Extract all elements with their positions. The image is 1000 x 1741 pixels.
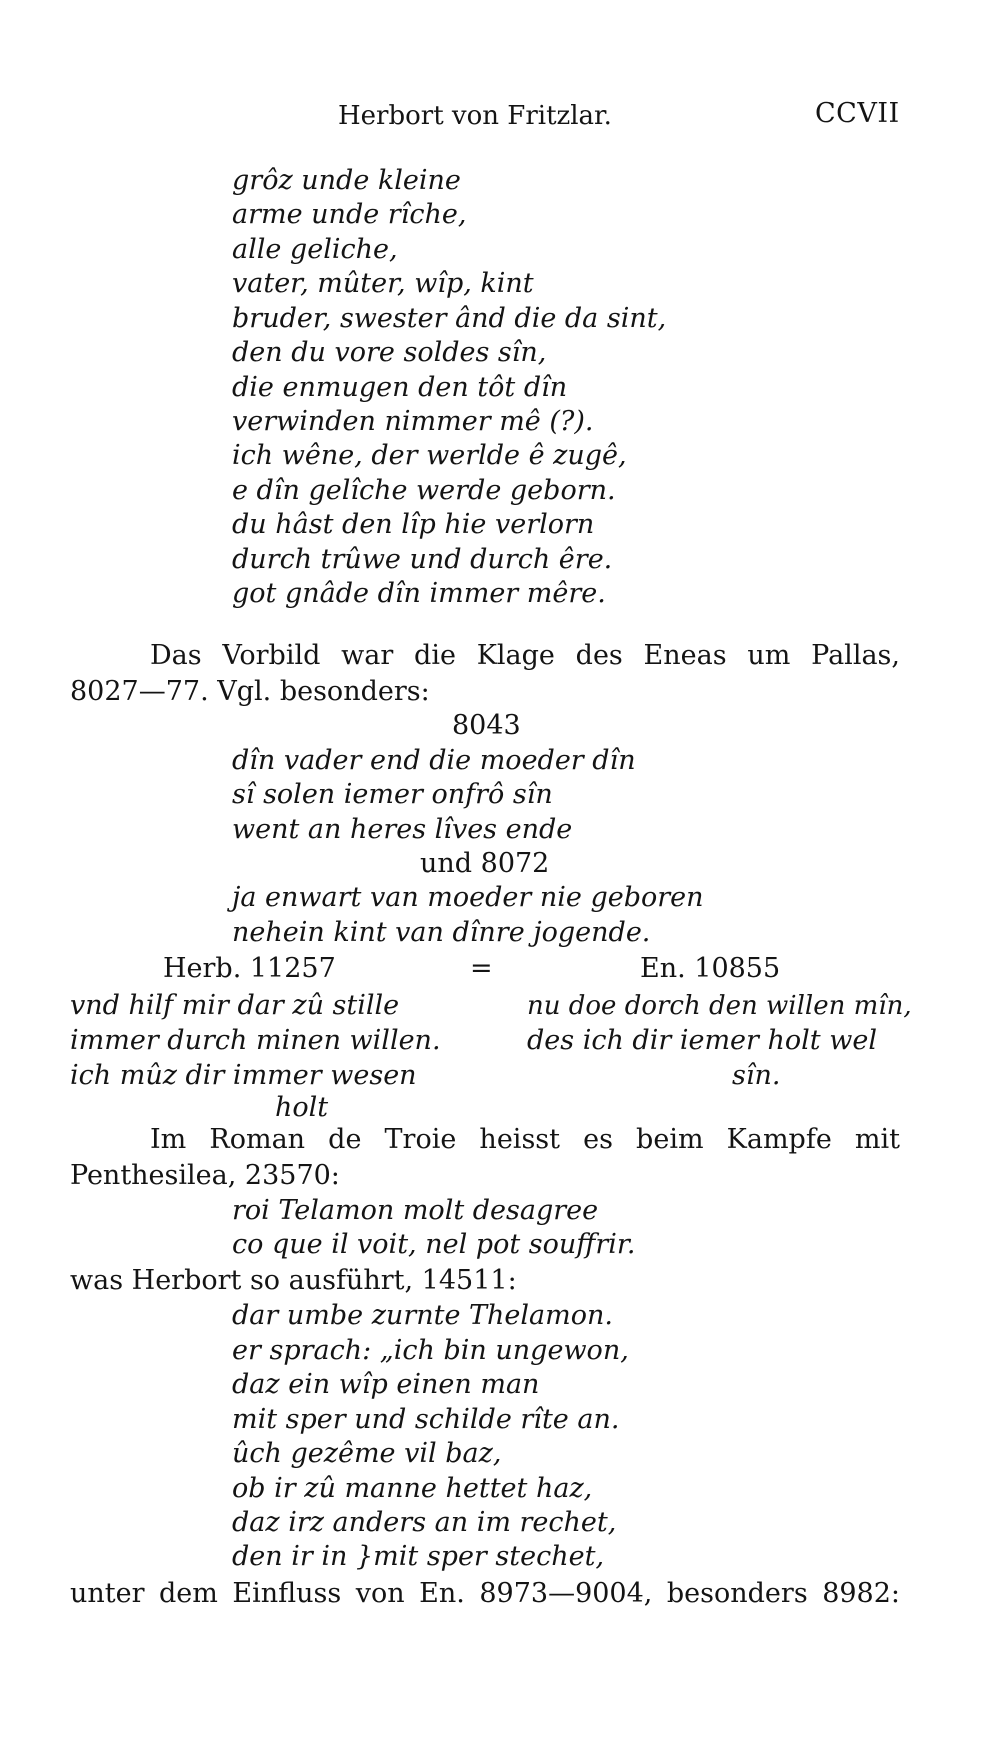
verse-line: went an heres lîves ende <box>232 814 573 845</box>
verse-line: durch trûwe und durch êre. <box>232 544 613 575</box>
prose-line: Das Vorbild war die Klage des Eneas um Pallas, <box>150 640 900 671</box>
verse-line: alle geliche, <box>232 234 398 265</box>
verse-line: dar umbe zurnte Thelamon. <box>232 1300 613 1331</box>
verse-line: e dîn gelîche werde geborn. <box>232 475 616 506</box>
comparison-right-head: En. 10855 <box>640 953 781 984</box>
running-title: Herbort von Fritzlar. <box>338 101 612 131</box>
verse-line: ja enwart van moeder nie geboren <box>232 882 704 913</box>
prose-line: Penthesilea, 23570: <box>70 1160 340 1191</box>
comparison-right-line: nu doe dorch den willen mîn, <box>527 991 912 1021</box>
verse-line: roi Telamon molt desagree <box>232 1195 599 1226</box>
verse-line: daz ein wîp einen man <box>232 1369 540 1400</box>
verse-line: ich wêne, der werlde ê zugê, <box>232 440 627 471</box>
comparison-right-line: des ich dir iemer holt wel <box>527 1025 877 1056</box>
prose-line: 8027—77. Vgl. besonders: <box>70 676 430 707</box>
verse-line: nehein kint van dînre jogende. <box>232 917 651 948</box>
comparison-left-head: Herb. 11257 <box>163 953 336 984</box>
prose-line: was Herbort so ausführt, 14511: <box>70 1265 517 1296</box>
verse-line: dîn vader end die moeder dîn <box>232 745 636 776</box>
verse-line: co que il voit, nel pot souffrir. <box>232 1229 636 1260</box>
verse-line: sî solen iemer onfrô sîn <box>232 779 553 810</box>
verse-reference: und 8072 <box>420 848 550 879</box>
verse-line: ûch gezême vil baz, <box>232 1438 502 1469</box>
verse-line: ob ir zû manne hettet haz, <box>232 1473 593 1504</box>
verse-line: grôz unde kleine <box>232 165 461 196</box>
verse-line: verwinden nimmer mê (?). <box>232 406 594 437</box>
verse-reference: 8043 <box>452 710 521 741</box>
page-number: CCVII <box>815 98 900 129</box>
prose-line: Im Roman de Troie heisst es beim Kampfe mit <box>150 1124 900 1155</box>
verse-line: den du vore soldes sîn, <box>232 337 547 368</box>
verse-line: die enmugen den tôt dîn <box>232 372 568 403</box>
verse-line: mit sper und schilde rîte an. <box>232 1404 620 1435</box>
comparison-left-line: ich mûz dir immer wesen <box>70 1060 417 1091</box>
verse-line: got gnâde dîn immer mêre. <box>232 578 606 609</box>
verse-line: arme unde rîche, <box>232 199 467 230</box>
verse-line: daz irz anders an im rechet, <box>232 1507 617 1538</box>
verse-line: er sprach: „ich bin ungewon, <box>232 1335 629 1366</box>
verse-line: vater, mûter, wîp, kint <box>232 268 534 299</box>
comparison-left-line: holt <box>275 1092 329 1123</box>
prose-line: unter dem Einfluss von En. 8973—9004, besonders 8982: <box>70 1578 900 1609</box>
verse-line: du hâst den lîp hie verlorn <box>232 509 595 540</box>
verse-line: den ir in }mit sper stechet, <box>232 1541 605 1572</box>
comparison-equals: = <box>470 953 493 984</box>
verse-line: bruder, swester ând die da sint, <box>232 303 667 334</box>
comparison-left-line: vnd hilf mir dar zû stille <box>70 990 400 1021</box>
comparison-right-line: sîn. <box>732 1060 781 1091</box>
comparison-left-line: immer durch minen willen. <box>70 1025 441 1056</box>
